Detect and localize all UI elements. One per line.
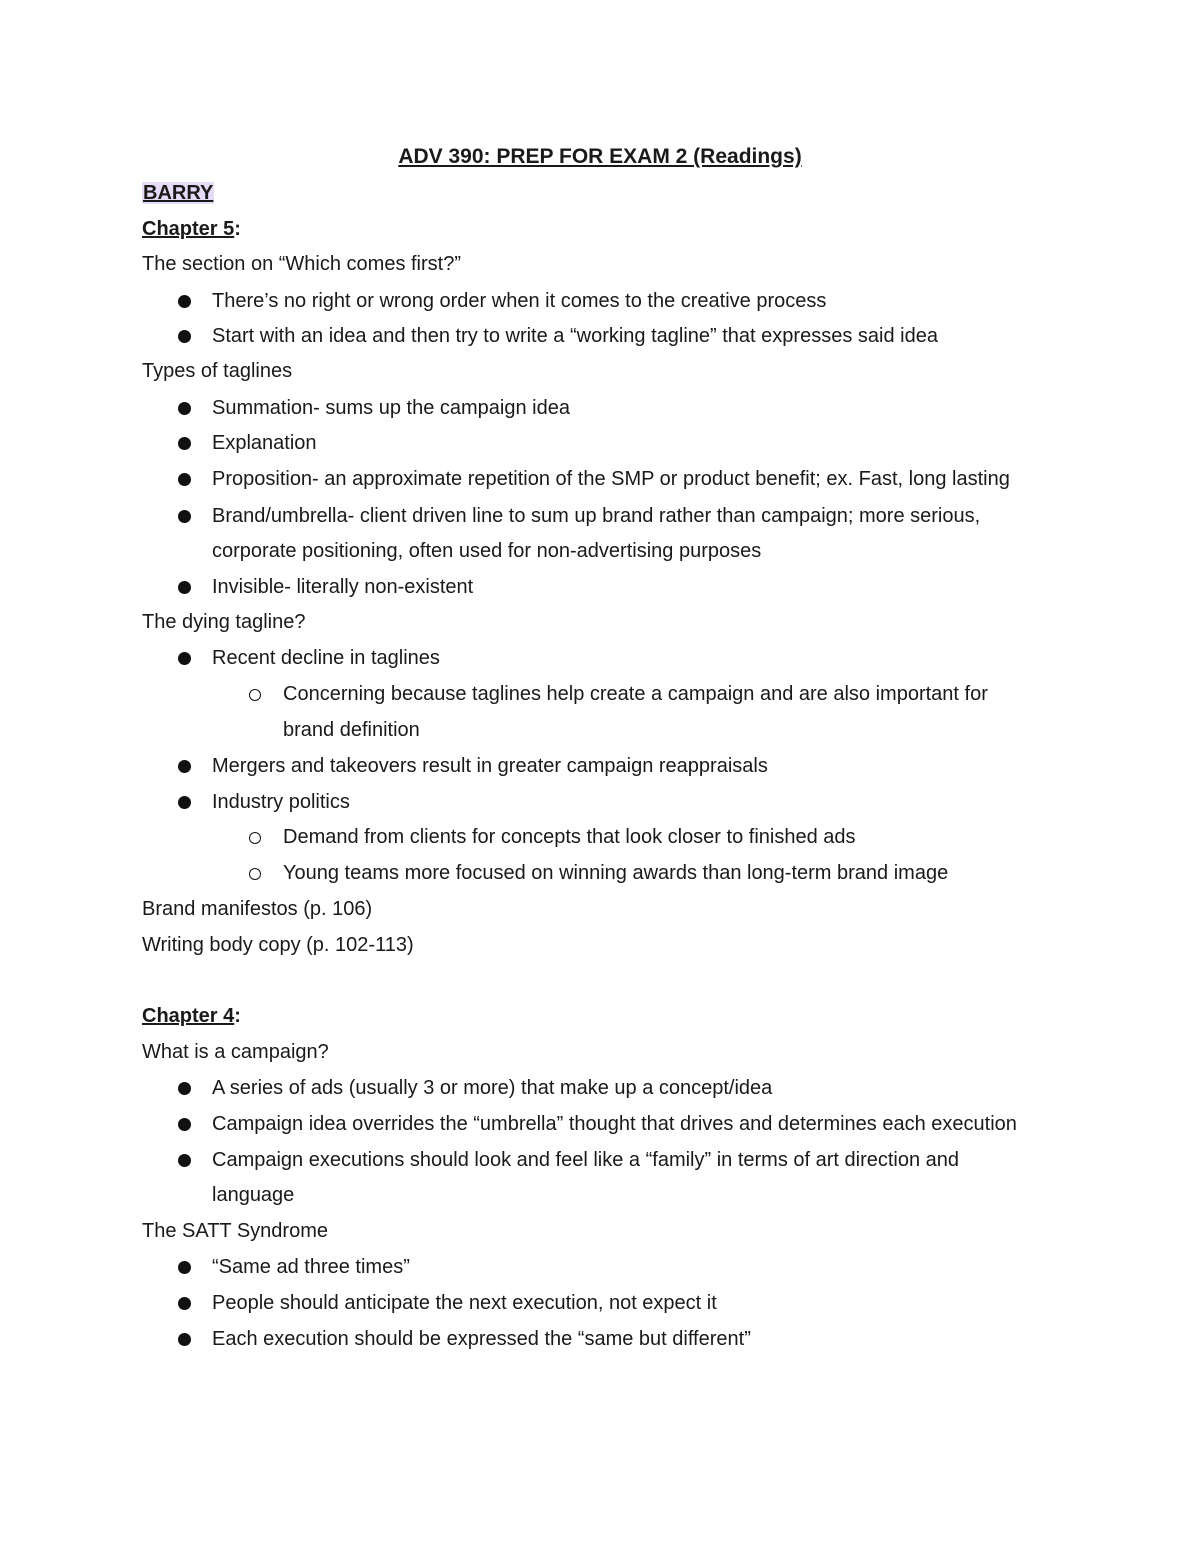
bullet-dot: [178, 1118, 191, 1131]
bullet-dot: [178, 295, 191, 308]
list-item: Explanation: [212, 432, 317, 454]
sub-bullet-circle: [249, 689, 261, 701]
list-item: Campaign idea overrides the “umbrella” thought that drives and determines each execution: [212, 1113, 1017, 1135]
sub-list-item-continuation: brand definition: [283, 719, 420, 741]
chapter-4-heading: [142, 1002, 241, 1030]
list-item: Industry politics: [212, 791, 350, 813]
sub-list-item: Demand from clients for concepts that look closer to finished ads: [283, 826, 856, 848]
bullet-dot: [178, 581, 191, 594]
list-item: There’s no right or wrong order when it comes to the creative process: [212, 290, 827, 312]
sub-bullet-circle: [249, 868, 261, 880]
bullet-dot: [178, 1333, 191, 1346]
section-label: Types of taglines: [142, 360, 293, 382]
list-item: Each execution should be expressed the “same but different”: [212, 1328, 751, 1350]
chapter-4-heading-text: Chapter 4: [142, 1005, 235, 1027]
list-item: Mergers and takeovers result in greater campaign reappraisals: [212, 755, 768, 777]
page-title: ADV 390: PREP FOR EXAM 2 (Readings): [398, 145, 802, 168]
section-label: The section on “Which comes first?”: [142, 253, 461, 275]
bullet-dot: [178, 330, 191, 343]
sub-list-item: Concerning because taglines help create a campaign and are also important for: [283, 683, 988, 705]
bullet-dot: [178, 796, 191, 809]
list-item: Proposition- an approximate repetition of the SMP or product benefit; ex. Fast, long lasting: [212, 468, 1010, 490]
list-item: Brand/umbrella- client driven line to sum up brand rather than campaign; more serious,: [212, 505, 981, 527]
list-item: People should anticipate the next execution, not expect it: [212, 1292, 717, 1314]
author-heading: [142, 179, 214, 207]
sub-bullet-circle: [249, 832, 261, 844]
bullet-dot: [178, 473, 191, 486]
list-item-continuation: corporate positioning, often used for non-advertising purposes: [212, 540, 762, 562]
bullet-dot: [178, 1261, 191, 1274]
list-item: Invisible- literally non-existent: [212, 576, 474, 598]
section-label: What is a campaign?: [142, 1041, 329, 1063]
bullet-dot: [178, 760, 191, 773]
bullet-dot: [178, 1297, 191, 1310]
chapter-5-colon: :: [234, 218, 241, 240]
list-item: Start with an idea and then try to write a “working tagline” that expresses said idea: [212, 325, 938, 347]
chapter-4-colon: :: [234, 1005, 241, 1027]
author-heading-text: BARRY: [143, 182, 214, 204]
list-item-continuation: language: [212, 1184, 295, 1206]
bullet-dot: [178, 1082, 191, 1095]
list-item: Recent decline in taglines: [212, 647, 440, 669]
reference-line: Brand manifestos (p. 106): [142, 898, 373, 920]
section-label: The dying tagline?: [142, 611, 306, 633]
chapter-5-heading: [142, 215, 241, 243]
bullet-dot: [178, 652, 191, 665]
bullet-dot: [178, 1154, 191, 1167]
reference-line: Writing body copy (p. 102-113): [142, 934, 414, 956]
bullet-dot: [178, 510, 191, 523]
list-item: Summation- sums up the campaign idea: [212, 397, 570, 419]
bullet-dot: [178, 437, 191, 450]
bullet-dot: [178, 402, 191, 415]
list-item: Campaign executions should look and feel like a “family” in terms of art direction and: [212, 1149, 960, 1171]
sub-list-item: Young teams more focused on winning awards than long-term brand image: [283, 862, 949, 884]
list-item: A series of ads (usually 3 or more) that make up a concept/idea: [212, 1077, 773, 1099]
section-label: The SATT Syndrome: [142, 1220, 328, 1242]
list-item: “Same ad three times”: [212, 1256, 410, 1278]
chapter-5-heading-text: Chapter 5: [142, 218, 235, 240]
